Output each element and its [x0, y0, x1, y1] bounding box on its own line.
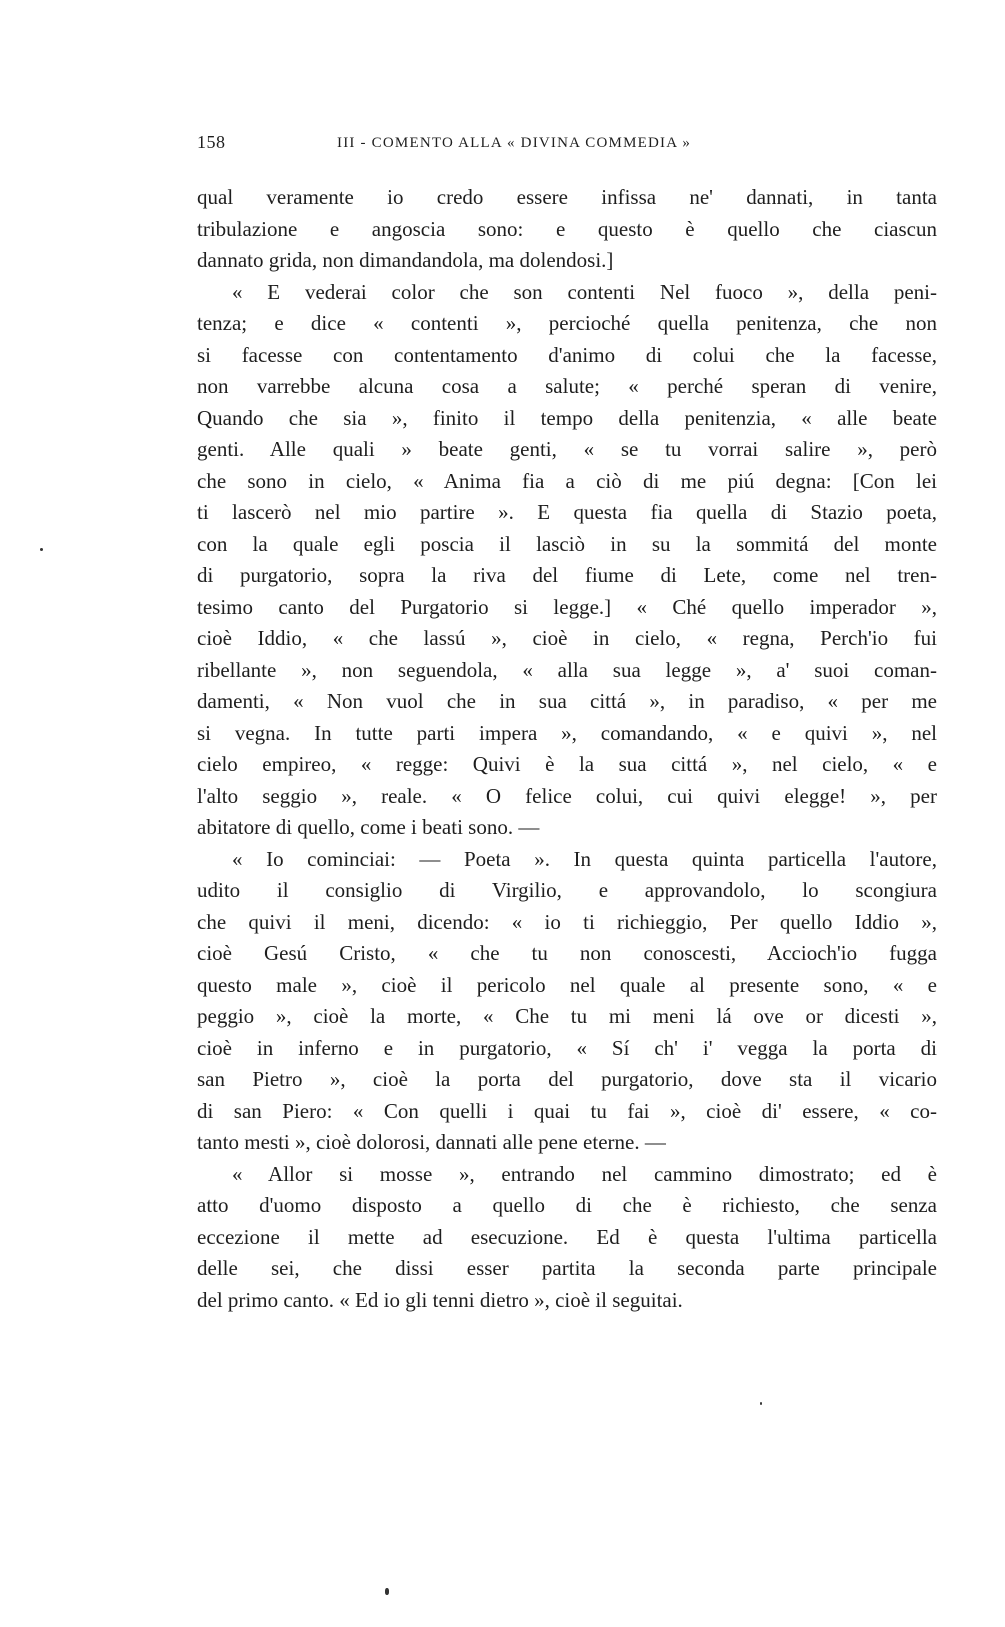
text-line: cioè Gesú Cristo, « che tu non conoscesti, Accioch'io fugga — [197, 941, 937, 965]
scan-speck — [760, 1402, 762, 1405]
text-line: tanto mesti », cioè dolorosi, dannati alle pene eterne. — — [197, 1130, 666, 1154]
text-line: ti lascerò nel mio partire ». E questa fia quella di Stazio poeta, — [197, 500, 937, 524]
text-line: qual veramente io credo essere infissa ne' dannati, in tanta — [197, 185, 937, 209]
text-line: cioè in inferno e in purgatorio, « Sí ch' i' vegga la porta di — [197, 1035, 937, 1060]
running-head: III - COMENTO ALLA « DIVINA COMMEDIA » — [337, 135, 692, 151]
text-line: atto d'uomo disposto a quello di che è richiesto, che senza — [197, 1193, 937, 1217]
text-line: che sono in cielo, « Anima fia a ciò di me piú degna: [Con lei — [197, 468, 937, 493]
text-line: dannato grida, non dimandandola, ma dolendosi.] — [197, 248, 614, 272]
text-line: questo male », cioè il pericolo nel quale al presente sono, « e — [197, 972, 937, 997]
paragraph-2 — [197, 277, 937, 844]
text-line: si facesse con contentamento d'animo di colui che la facesse, — [197, 342, 937, 367]
text-line: cielo empireo, « regge: Quivi è la sua cittá », nel cielo, « e — [197, 752, 937, 776]
text-line: san Pietro », cioè la porta del purgatorio, dove sta il vicario — [197, 1067, 937, 1091]
text-line: peggio », cioè la morte, « Che tu mi meni lá ove or dicesti », — [197, 1004, 937, 1028]
text-line: damenti, « Non vuol che in sua cittá », in paradiso, « per me — [197, 689, 937, 713]
text-line: « Allor si mosse », entrando nel cammino dimostrato; ed è — [232, 1161, 937, 1186]
text-line: si vegna. In tutte parti impera », comandando, « e quivi », nel — [197, 720, 937, 745]
text-line: ribellante », non seguendola, « alla sua legge », a' suoi coman- — [197, 657, 937, 682]
text-line: cioè Iddio, « che lassú », cioè in cielo, « regna, Perch'io fui — [197, 626, 937, 650]
text-line: non varrebbe alcuna cosa a salute; « perché speran di venire, — [197, 374, 937, 398]
scan-speck — [385, 1588, 389, 1595]
text-line: « E vederai color che son contenti Nel fuoco », della peni- — [232, 279, 937, 304]
text-line: abitatore di quello, come i beati sono. — — [197, 815, 540, 839]
text-line: « Io cominciai: — Poeta ». In questa quinta particella l'autore, — [232, 846, 937, 871]
paragraph-1 — [197, 182, 937, 277]
text-line: Quando che sia », finito il tempo della penitenzia, « alle beate — [197, 405, 937, 430]
page-number: 158 — [197, 132, 226, 152]
text-line: l'alto seggio », reale. « O felice colui, cui quivi elegge! », per — [197, 783, 937, 808]
text-line: delle sei, che dissi esser partita la seconda parte principale — [197, 1256, 937, 1280]
text-line: genti. Alle quali » beate genti, « se tu vorrai salire », però — [197, 437, 937, 461]
text-line: tribulazione e angoscia sono: e questo è quello che ciascun — [197, 216, 937, 241]
scan-speck — [40, 548, 43, 551]
text-line: tesimo canto del Purgatorio si legge.] « Ché quello imperador », — [197, 594, 937, 619]
text-line: che quivi il meni, dicendo: « io ti richieggio, Per quello Iddio », — [197, 909, 937, 934]
text-line: tenza; e dice « contenti », percioché quella penitenza, che non — [197, 311, 937, 335]
text-line: di san Piero: « Con quelli i quai tu fai », cioè di' essere, « co- — [197, 1098, 937, 1123]
body-text — [197, 182, 937, 1316]
page-header — [197, 132, 837, 162]
text-line: con la quale egli poscia il lasciò in su la sommitá del monte — [197, 531, 937, 556]
paragraph-4 — [197, 1159, 937, 1317]
text-line: eccezione il mette ad esecuzione. Ed è questa l'ultima particella — [197, 1224, 937, 1249]
text-line: di purgatorio, sopra la riva del fiume di Lete, come nel tren- — [197, 563, 937, 587]
text-line: udito il consiglio di Virgilio, e approvandolo, lo scongiura — [197, 878, 937, 902]
paragraph-3 — [197, 844, 937, 1159]
text-line: del primo canto. « Ed io gli tenni dietro », cioè il seguitai. — [197, 1287, 683, 1312]
